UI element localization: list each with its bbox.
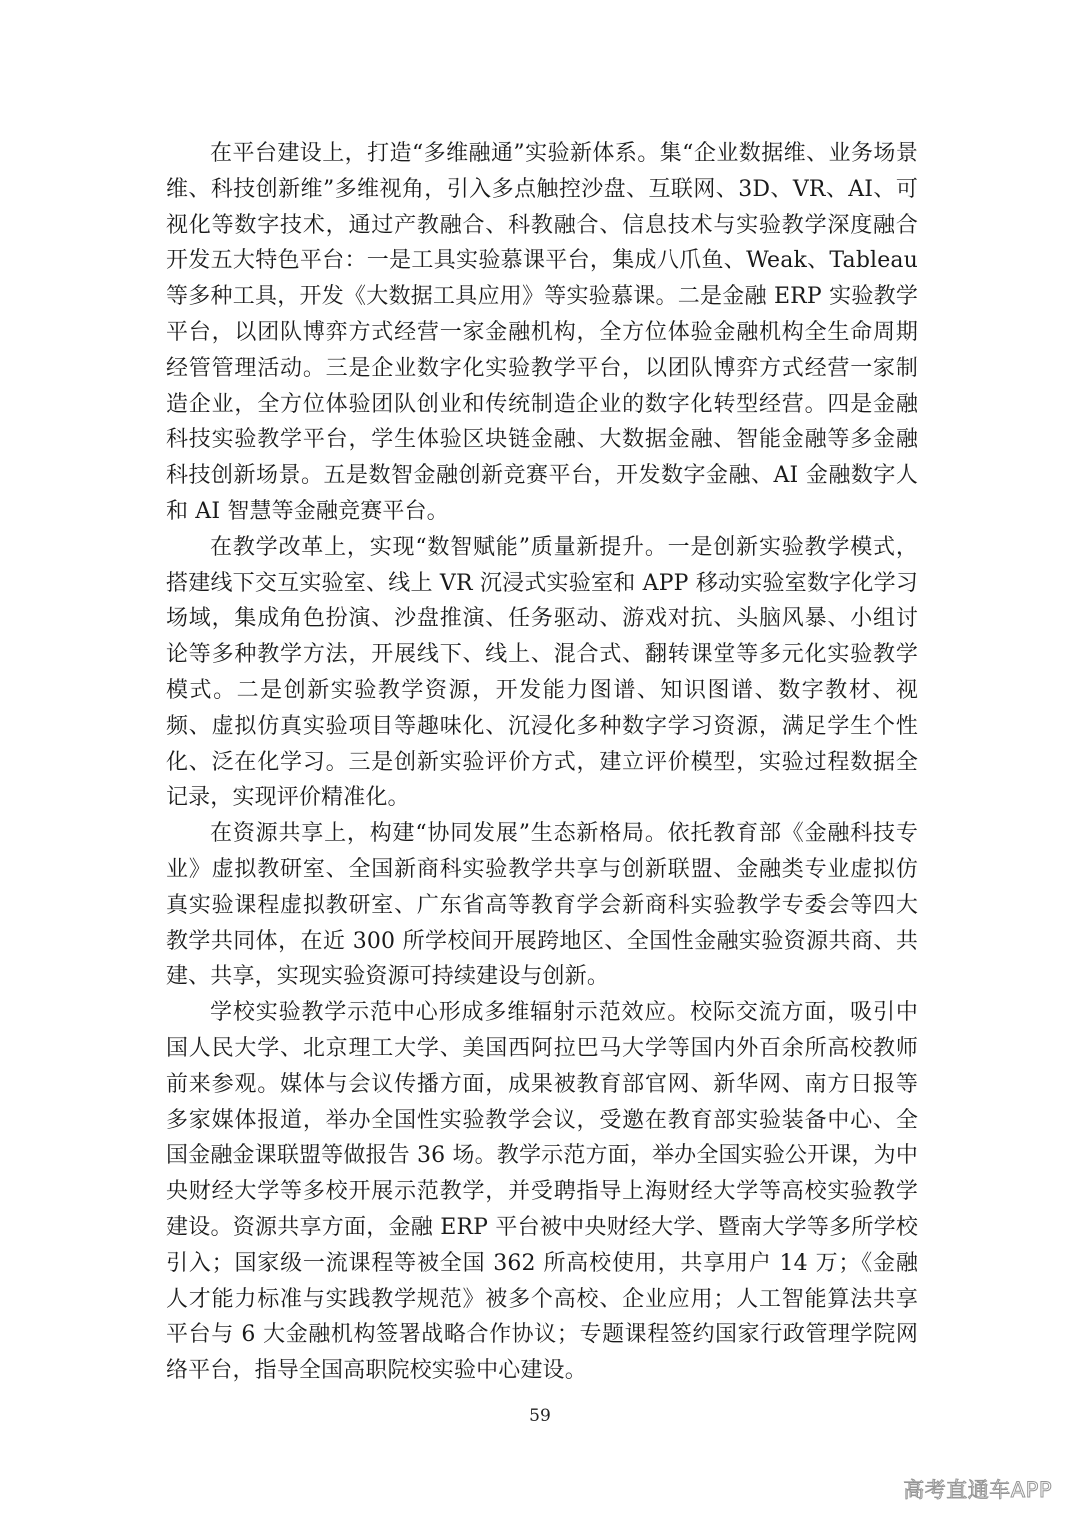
paragraph-resource-sharing: 在资源共享上，构建“协同发展”生态新格局。依托教育部《金融科技专业》虚拟教研室、全国新商科实验教学共享与创新联盟、金融类专业虚拟仿真实验课程虚拟教研室、广东省高等教育学会新商科实验教学专委会等四大教学共同体，在近 300 所学校间开展跨地区、全国性金融实验资源共商、共建、共享，实现实验资源可持续建设与创新。 [166, 821, 918, 990]
body-text [166, 136, 918, 1389]
paragraph-platform-construction: 在平台建设上，打造“多维融通”实验新体系。集“企业数据维、业务场景维、科技创新维”多维视角，引入多点触控沙盘、互联网、3D、VR、AI、可视化等数字技术，通过产教融合、科教融合、信息技术与实验教学深度融合开发五大特色平台：一是工具实验慕课平台，集成八爪鱼、Weak、Tableau 等多种工具，开发《大数据工具应用》等实验慕课。二是金融 ERP 实验教学平台，以团队博弈方式经营一家金融机构，全方位体验金融机构全生命周期经管管理活动。三是企业数字化实验教学平台，以团队博弈方式经营一家制造企业，全方位体验团队创业和传统制造企业的数字化转型经营。四是金融科技实验教学平台，学生体验区块链金融、大数据金融、智能金融等多金融科技创新场景。五是数智金融创新竞赛平台，开发数字金融、AI 金融数字人和 AI 智慧等金融竞赛平台。 [166, 141, 918, 524]
paragraph-demonstration-effect: 学校实验教学示范中心形成多维辐射示范效应。校际交流方面，吸引中国人民大学、北京理工大学、美国西阿拉巴马大学等国内外百余所高校教师前来参观。媒体与会议传播方面，成果被教育部官网、新华网、南方日报等多家媒体报道，举办全国性实验教学会议，受邀在教育部实验装备中心、全国金融金课联盟等做报告 36 场。教学示范方面，举办全国实验公开课，为中央财经大学等多校开展示范教学，并受聘指导上海财经大学等高校实验教学建设。资源共享方面，金融 ERP 平台被中央财经大学、暨南大学等多所学校引入；国家级一流课程等被全国 362 所高校使用，共享用户 14 万；《金融人才能力标准与实践教学规范》被多个高校、企业应用；人工智能算法共享平台与 6 大金融机构签署战略合作协议；专题课程签约国家行政管理学院网络平台，指导全国高职院校实验中心建设。 [166, 1000, 918, 1384]
watermark: 高考直通车APP [903, 1478, 1052, 1502]
page-number: 59 [529, 1406, 551, 1426]
paragraph-teaching-reform: 在教学改革上，实现“数智赋能”质量新提升。一是创新实验教学模式，搭建线下交互实验室、线上 VR 沉浸式实验室和 APP 移动实验室数字化学习场域，集成角色扮演、沙盘推演、任务驱动、游戏对抗、头脑风暴、小组讨论等多种教学方法，开展线下、线上、混合式、翻转课堂等多元化实验教学模式。二是创新实验教学资源，开发能力图谱、知识图谱、数字教材、视频、虚拟仿真实验项目等趣味化、沉浸化多种数字学习资源，满足学生个性化、泛在化学习。三是创新实验评价方式，建立评价模型，实验过程数据全记录，实现评价精准化。 [166, 534, 918, 811]
